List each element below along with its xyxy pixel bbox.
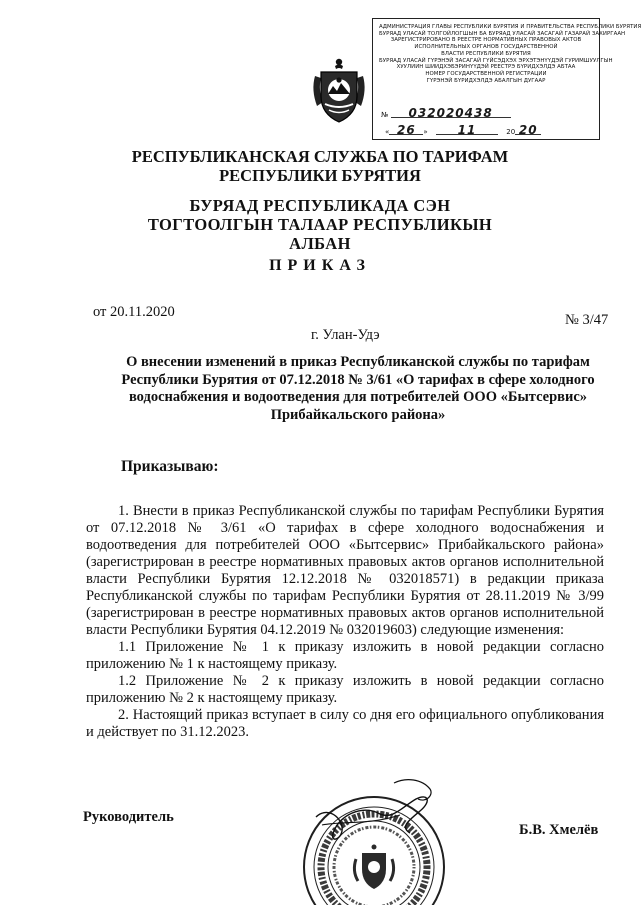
paragraph-1-1: 1.1 Приложение № 1 к приказу изложить в новой редакции согласно приложению № 1 к настоящему приказу. [86, 639, 604, 672]
stamp-line: БУРЯАД УЛАСАЙ ГҮРЭНЭЙ ЗАСАГАЙ ГҮЙСЭДХЭХ ЭРХЭТЭНҮҮДЭЙ ГУРИМШУУЛГЫН [379, 57, 613, 64]
stamp-date-day: 26 [389, 127, 423, 135]
order-city: г. Улан-Удэ [311, 327, 380, 343]
signatory-name: Б.В. Хмелёв [519, 822, 599, 838]
coat-of-arms-icon [309, 56, 369, 126]
order-date: от 20.11.2020 [93, 304, 175, 320]
stamp-date-year-prefix: 20 [506, 128, 516, 136]
official-seal [282, 755, 447, 905]
decree-word: Приказываю: [121, 458, 219, 475]
order-body [86, 503, 604, 741]
organization-title-ru: РЕСПУБЛИКАНСКАЯ СЛУЖБА ПО ТАРИФАМ РЕСПУБЛИКИ БУРЯТИЯ [131, 147, 509, 185]
stamp-registration-number [381, 106, 511, 120]
stamp-line: ЗАРЕГИСТРИРОВАНО В РЕЕСТРЕ НОРМАТИВНЫХ ПРАВОВЫХ АКТОВ [390, 37, 582, 44]
stamp-registration-date: « 26 » 11 20 20 [385, 127, 591, 136]
registration-stamp [372, 18, 641, 140]
stamp-line: НОМЕР ГОСУДАРСТВЕННОЙ РЕГИСТРАЦИИ [425, 70, 547, 77]
order-subject: О внесении изменений в приказ Республиканской службы по тарифам Республики Бурятия от 07.12.2018 № 3/61 «О тарифах в сфере холодного водоснабжения и водоотведения для потребителей ООО «Бытсервис» Прибайкальского района» [121, 354, 595, 423]
order-number: № 3/47 [565, 312, 609, 328]
stamp-line: АДМИНИСТРАЦИЯ ГЛАВЫ РЕСПУБЛИКИ БУРЯТИЯ И ПРАВИТЕЛЬСТВА РЕСПУБЛИКИ БУРЯТИЯ [379, 24, 641, 30]
signatory-role: Руководитель [83, 809, 174, 825]
stamp-line: БУРЯАД УЛАСАЙ ТОЛГОЙЛОГШЫН БА БУРЯАД УЛАСАЙ ЗАСАГАЙ ГАЗАРАЙ ЗАХИРГААН [379, 30, 626, 37]
stamp-line: ХУУЛИИН ШИИДХЭБЭРИНҮҮДЭЙ РЕЕСТРЭ БҮРИДХЭЛДЭ АБТАА [396, 64, 576, 71]
paragraph-1-2: 1.2 Приложение № 2 к приказу изложить в новой редакции согласно приложению № 2 к настоящему приказу. [86, 673, 604, 706]
stamp-number-prefix: № [381, 111, 389, 119]
document-type: ПРИКАЗ [269, 257, 371, 274]
stamp-line: ГҮРЭНЭЙ БҮРИДХЭЛДЭ АБАЛГЫН ДУГААР [426, 77, 546, 84]
organization-title-bur: БУРЯАД РЕСПУБЛИКАДА СЭН ТОГТООЛГЫН ТАЛААР РЕСПУБЛИКЫН АЛБАН [147, 196, 493, 253]
stamp-line: ИСПОЛНИТЕЛЬНЫХ ОРГАНОВ ГОСУДАРСТВЕННОЙ [414, 44, 558, 51]
paragraph-1: 1. Внести в приказ Республиканской службы по тарифам Республики Бурятия от 07.12.2018 № 3/61 «О тарифах в сфере холодного водоснабжения и водоотведения для потребителей ООО «Бытсервис» Прибайкальского района» (зарегистрирован в реестре нормативных правовых актов органов исполнительной власти Республики Бурятия 12.12.2018 № 032018571) в редакции приказа Республиканской службы по тарифам Республики Бурятия от 28.11.2019 № 3/99 (зарегистрирован в реестре нормативных правовых актов органов исполнительной власти Республики Бурятия 04.12.2019 № 032019603) следующие изменения: [86, 503, 604, 638]
stamp-date-month: 11 [436, 127, 498, 135]
stamp-line: ВЛАСТИ РЕСПУБЛИКИ БУРЯТИЯ [441, 50, 531, 57]
stamp-number-value: 032020438 [391, 110, 511, 118]
paragraph-2: 2. Настоящий приказ вступает в силу со дня его официального опубликования и действует по 31.12.2023. [86, 707, 604, 740]
stamp-date-year-suffix: 20 [515, 127, 541, 135]
